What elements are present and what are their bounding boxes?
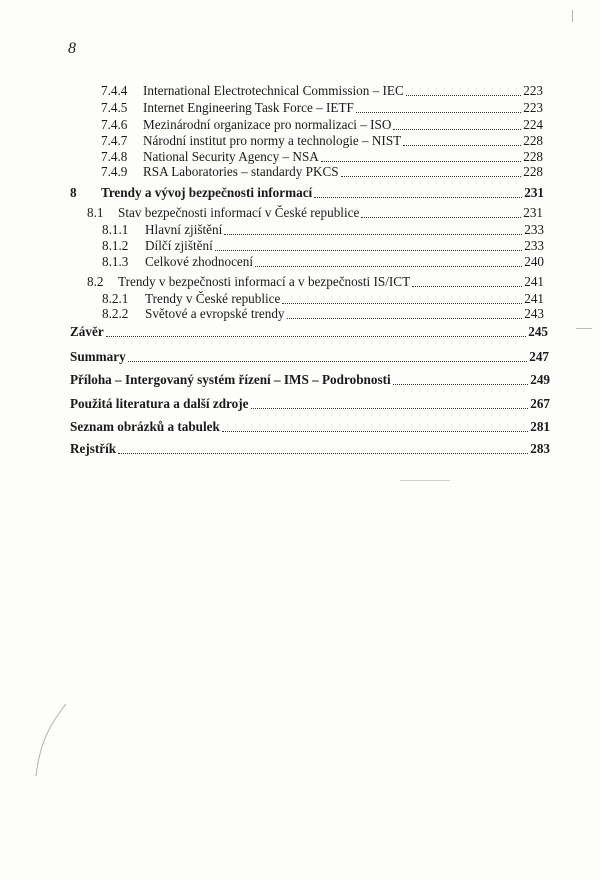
- toc-entry-priloha: [0, 371, 600, 389]
- toc-title: Celkové zhodnocení: [145, 254, 254, 269]
- toc-title: Dílčí zjištění: [145, 238, 213, 253]
- toc-entry-8-1: [0, 204, 600, 222]
- toc-entry-7-4-9: [0, 163, 600, 181]
- toc-entry-zaver: [0, 323, 600, 341]
- toc-page: 249: [530, 372, 550, 387]
- toc-page: 223: [523, 83, 543, 98]
- toc-number: 7.4.8: [101, 149, 128, 164]
- dot-leader: [321, 161, 521, 162]
- toc-title: Trendy v České republice: [145, 291, 281, 306]
- toc-number: 8.1.1: [102, 222, 129, 237]
- scan-mark: [576, 328, 592, 329]
- dot-leader: [106, 336, 527, 337]
- toc-title: Příloha – Intergovaný systém řízení – IMS – Podrobnosti: [70, 372, 391, 387]
- dot-leader: [118, 453, 528, 454]
- toc-title: Stav bezpečnosti informací v České republice: [118, 205, 360, 220]
- toc-title: Trendy v bezpečnosti informací a v bezpečnosti IS/ICT: [118, 274, 411, 289]
- toc-page: 281: [530, 419, 550, 434]
- toc-number: 8.1: [87, 205, 104, 220]
- dot-leader: [222, 431, 528, 432]
- toc-entry-rejstrik: [0, 440, 600, 458]
- toc-title: Rejstřík: [70, 441, 117, 456]
- pencil-stroke: [30, 700, 70, 780]
- toc-page: 228: [523, 133, 543, 148]
- toc-entry-8-1-3: [0, 253, 600, 271]
- toc-number: 8.1.2: [102, 238, 129, 253]
- toc-title: Mezinárodní organizace pro normalizaci – ISO: [143, 117, 392, 132]
- toc-page: 241: [524, 274, 544, 289]
- toc-title: Národní institut pro normy a technologie – NIST: [143, 133, 402, 148]
- toc-page: 231: [523, 205, 543, 220]
- toc-page: 283: [530, 441, 550, 456]
- toc-number: 8.2.1: [102, 291, 129, 306]
- dot-leader: [314, 197, 522, 198]
- toc-number: 7.4.5: [101, 100, 128, 115]
- toc-page: 241: [524, 291, 544, 306]
- dot-leader: [341, 176, 522, 177]
- toc-page: 247: [529, 349, 549, 364]
- toc-entry-7-4-5: [0, 99, 600, 117]
- dot-leader: [412, 286, 522, 287]
- toc-entry-literatura: [0, 395, 600, 413]
- toc-title: Závěr: [70, 324, 104, 339]
- toc-page: 228: [523, 164, 543, 179]
- toc-entry-8-2-2: [0, 305, 600, 323]
- toc-title: International Electrotechnical Commission – IEC: [143, 83, 404, 98]
- toc-page: 233: [524, 238, 544, 253]
- dot-leader: [282, 303, 522, 304]
- toc-title: Seznam obrázků a tabulek: [70, 419, 220, 434]
- toc-entry-summary: [0, 348, 600, 366]
- toc-number: 7.4.4: [101, 83, 128, 98]
- dot-leader: [356, 112, 521, 113]
- toc-number: 7.4.7: [101, 133, 128, 148]
- dot-leader: [224, 234, 522, 235]
- toc-page: 228: [523, 149, 543, 164]
- toc-number: 8: [70, 185, 77, 200]
- toc-page: 231: [524, 185, 544, 200]
- toc-number: 8.1.3: [102, 254, 129, 269]
- dot-leader: [406, 95, 521, 96]
- toc-page: 267: [530, 396, 550, 411]
- toc-page: 233: [524, 222, 544, 237]
- scan-mark: [400, 480, 450, 481]
- toc-page: 223: [523, 100, 543, 115]
- toc-number: 7.4.6: [101, 117, 128, 132]
- dot-leader: [361, 217, 521, 218]
- toc-title: Internet Engineering Task Force – IETF: [143, 100, 354, 115]
- dot-leader: [255, 266, 522, 267]
- toc-title: RSA Laboratories – standardy PKCS: [143, 164, 339, 179]
- toc-title: National Security Agency – NSA: [143, 149, 319, 164]
- dot-leader: [128, 361, 528, 362]
- toc-title: Použitá literatura a další zdroje: [70, 396, 249, 411]
- dot-leader: [403, 145, 521, 146]
- toc-page: 240: [524, 254, 544, 269]
- toc-page: 243: [524, 306, 544, 321]
- toc-number: 8.2: [87, 274, 104, 289]
- toc-number: 7.4.9: [101, 164, 128, 179]
- page-number: 8: [68, 40, 76, 57]
- toc-page: 224: [523, 117, 543, 132]
- dot-leader: [393, 129, 521, 130]
- toc-title: Trendy a vývoj bezpečnosti informací: [101, 185, 313, 200]
- dot-leader: [215, 250, 522, 251]
- dot-leader: [251, 408, 529, 409]
- dot-leader: [287, 318, 523, 319]
- toc-entry-7-4-4: [0, 82, 600, 100]
- toc-title: Světové a evropské trendy: [145, 306, 285, 321]
- toc-page: 245: [528, 324, 548, 339]
- dot-leader: [393, 384, 529, 385]
- toc-title: Hlavní zjištění: [145, 222, 223, 237]
- toc-number: 8.2.2: [102, 306, 129, 321]
- toc-title: Summary: [70, 349, 126, 364]
- toc-entry-8-2: [0, 273, 600, 291]
- toc-entry-seznam: [0, 418, 600, 436]
- scan-mark: [572, 10, 573, 22]
- toc-entry-chapter-8: [0, 184, 600, 202]
